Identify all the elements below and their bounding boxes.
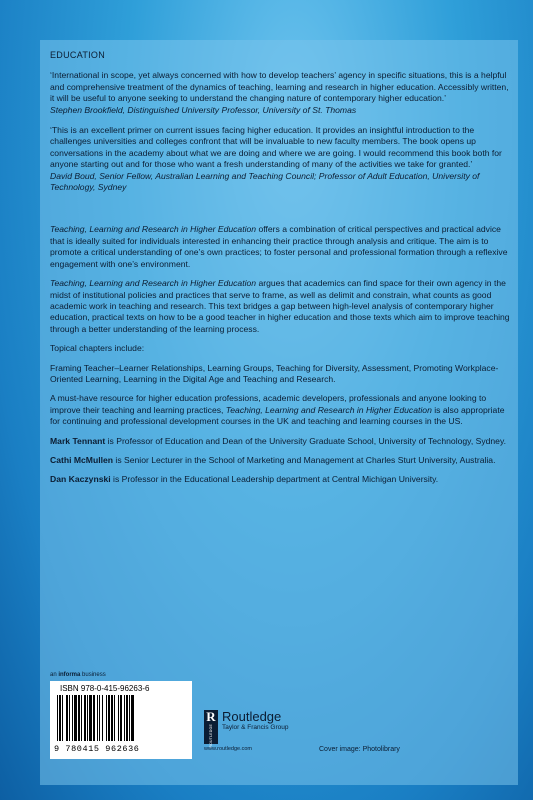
book-title: Teaching, Learning and Research in Higher Education bbox=[50, 278, 257, 289]
quote-2 bbox=[50, 125, 512, 193]
topics-list: Framing Teacher–Learner Relationships, Learning Groups, Teaching for Diversity, Assessment, Promoting Workplace-Oriented Learning, Learning in the Digital Age and Teaching and Research. bbox=[50, 362, 499, 384]
book-title: Teaching, Learning and Research in Higher Education bbox=[225, 404, 432, 415]
routledge-logo-icon: R ROUTLEDGE bbox=[204, 710, 218, 744]
author-name: Dan Kaczynski bbox=[50, 474, 111, 485]
back-cover-text bbox=[50, 50, 512, 494]
author-bio: Mark Tennant is Professor of Education and Dean of the University Graduate School, University of Technology, Sydney. bbox=[50, 435, 507, 446]
publisher-subtitle: Taylor & Francis Group bbox=[222, 724, 289, 731]
quote-text: ‘International in scope, yet always concerned with how to develop teachers’ agency in specific situations, this is a helpful and comprehensive treatment of the dynamics of teaching, learning and research in higher education. Accessibly written, it will be useful to anyone seeking to understand the changing nature of contemporary higher education.’ bbox=[50, 70, 509, 104]
informa-business-label: an informa business bbox=[50, 672, 106, 678]
author-name: Cathi McMullen bbox=[50, 454, 114, 465]
category-label: EDUCATION bbox=[50, 50, 106, 60]
description-paragraph-1: Teaching, Learning and Research in Higher Education offers a combination of critical perspectives and practical advice that is ideally suited for individuals interested in enhancing their practice through analysis and critique. The aim is to promote a critical understanding of one’s own practices; to foster personal and professional formation through a reflexive engagement with one’s environment. bbox=[50, 224, 508, 269]
cover-image-credit: Cover image: Photolibrary bbox=[319, 746, 400, 753]
quote-attribution: Stephen Brookfield, Distinguished University Professor, University of St. Thomas bbox=[50, 104, 357, 115]
quote-attribution: David Boud, Senior Fellow, Australian Learning and Teaching Council; Professor of Adult Education, University of Technology, Sydney bbox=[50, 170, 480, 193]
description-paragraph-2: Teaching, Learning and Research in Higher Education argues that academics can find space for their own agency in the midst of institutional policies and practices that serve to frame, as well as delimit and constrain, what counts as good academic work in teaching and research. This text bridges a gap between high-level analysis of contemporary higher education, practical texts on how to be a good teacher in higher education and those texts which aim to improve teaching through a better understanding of the learning process. bbox=[50, 278, 510, 334]
author-bio: Dan Kaczynski is Professor in the Educational Leadership department at Central Michigan University. bbox=[50, 474, 439, 485]
routledge-logo bbox=[204, 709, 289, 752]
barcode bbox=[50, 681, 192, 759]
quote-1 bbox=[50, 70, 512, 116]
isbn-label: ISBN 978-0-415-96263-6 bbox=[60, 684, 150, 693]
book-title: Teaching, Learning and Research in Higher Education bbox=[50, 224, 257, 235]
description-paragraph-3: A must-have resource for higher education professions, academic developers, professionals and anyone looking to improve their teaching and learning practices, Teaching, Learning and Research in Higher Education is also appropriate for continuing and professional development courses in the UK and teaching and learning courses in the US. bbox=[50, 393, 505, 427]
barcode-bars bbox=[54, 695, 188, 743]
quote-text: ‘This is an excellent primer on current issues facing higher education. It provides an insightful introduction to the challenges universities and colleges confront that will be invaluable to new faculty members. The book opens up conversations in the academy about what we are doing and where we are going. I would recommend this book both for anyone starting out and for those who want a fresh understanding of many of the activities we take for granted.’ bbox=[50, 125, 502, 170]
publisher-name: Routledge bbox=[222, 709, 282, 724]
author-bio: Cathi McMullen is Senior Lecturer in the School of Marketing and Management at Charles Sturt University, Australia. bbox=[50, 454, 496, 465]
barcode-digits: 9 780415 962636 bbox=[54, 744, 140, 754]
topics-heading: Topical chapters include: bbox=[50, 343, 145, 354]
author-name: Mark Tennant bbox=[50, 435, 106, 446]
publisher-website: www.routledge.com bbox=[204, 746, 252, 752]
